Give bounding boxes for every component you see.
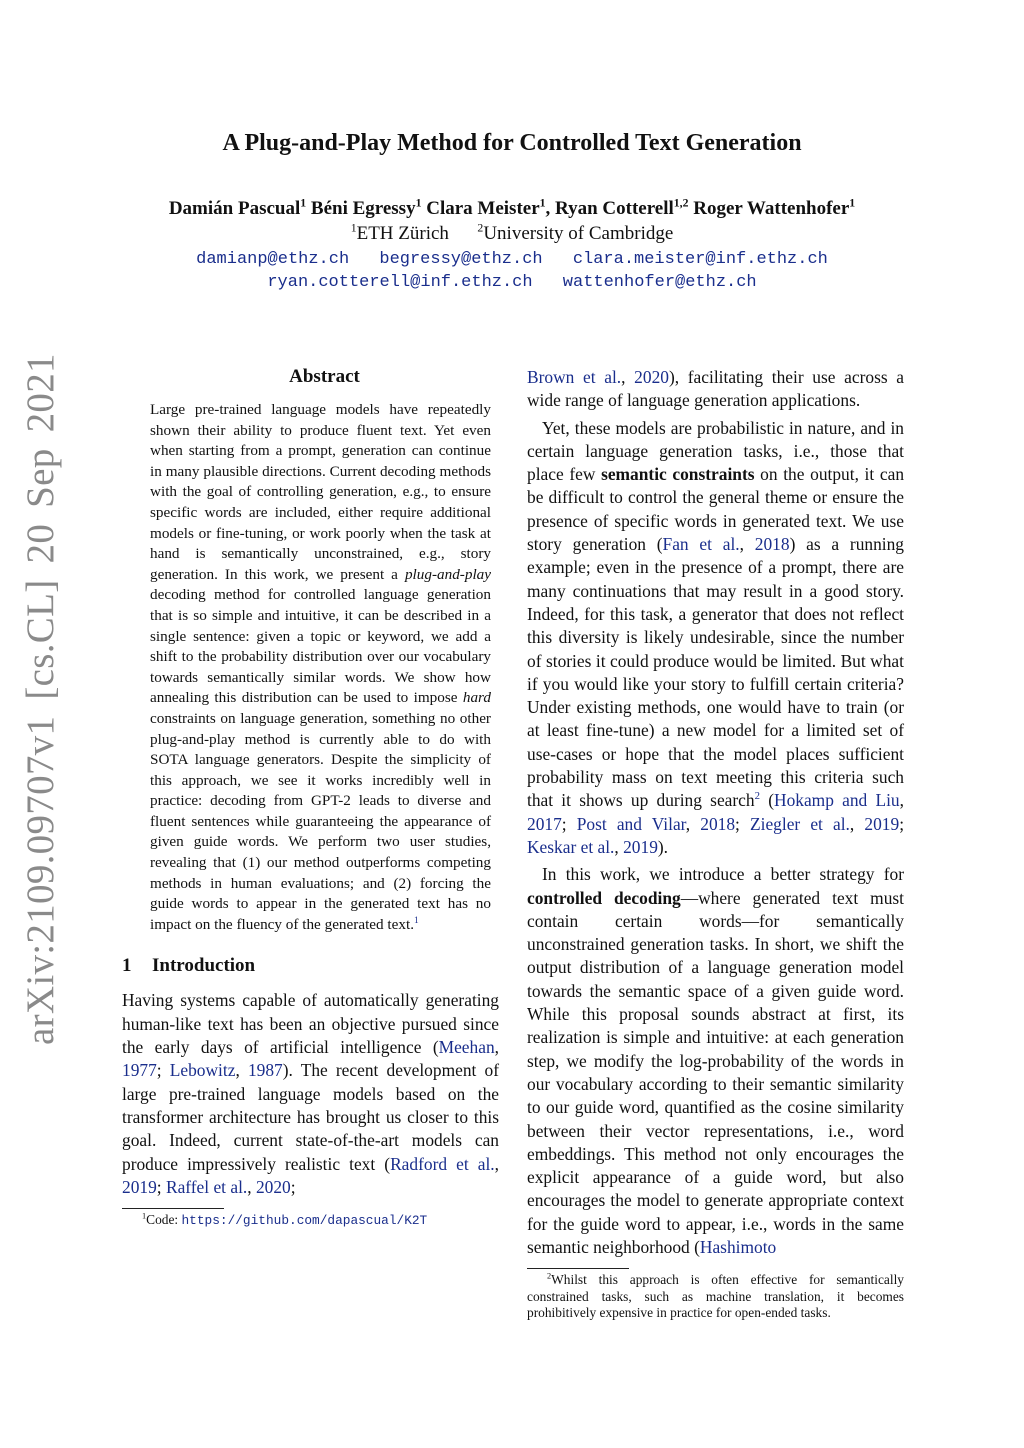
affiliation-name: University of Cambridge <box>483 223 674 244</box>
author-affiliation-mark: 1,2 <box>673 196 689 210</box>
section-heading: 1 Introduction <box>122 955 256 977</box>
citation-link[interactable]: Raffel et al. <box>165 1176 248 1197</box>
abstract-heading: Abstract <box>289 366 360 387</box>
citation-link[interactable]: 2017 <box>527 813 562 834</box>
email-link[interactable]: begressy@ethz.ch <box>379 250 543 269</box>
citation-link[interactable]: Hashimoto <box>699 1236 777 1257</box>
author-affiliation-mark: 1 <box>539 196 546 210</box>
affiliation-mark: 2 <box>477 221 484 235</box>
citation-link[interactable]: Keskar et al. <box>527 836 615 857</box>
author-name: Damián Pascual <box>168 198 301 219</box>
intro-paragraph: Yet, these models are probabilistic in nature, and in certain language generation tasks, i.e., those that place few semantic constraints on the output, it can be difficult to control the general theme or ensure the presence of specific words in generated text. We use story generation (Fan et al., 2018) as a running example; even in the presence of a prompt, there are many continuations that may result in a good story. Indeed, for this task, a generator that does not reflect this diversity is likely undesirable, since the number of stories it could produce would be limited. But what if you would like your story to fulfill certain criteria? Under existing methods, one would have to train (or at least fine-tune) a new model for a limited set of use-cases or hope that the model places sufficient probability mass on text meeting this criteria such that it shows up during search$^2$ (Hokamp and Liu, 2017; Post and Vilar, 2018; Ziegler et al., 2019; Keskar et al., 2019). <box>527 417 905 857</box>
citation-link[interactable]: Hokamp and Liu <box>774 790 900 811</box>
author-name: Roger Wattenhofer <box>693 198 850 219</box>
email-link[interactable]: ryan.cotterell@inf.ethz.ch <box>267 273 533 292</box>
affiliations <box>0 223 1024 245</box>
arxiv-identifier: arXiv:2109.09707v1 [cs.CL] 20 Sep 2021 <box>19 353 62 1045</box>
abstract-body: Large pre-trained language models have repeatedly shown their ability to produce fluent text. Yet even when starting from a prompt, generation can continue in many plausible directions. Current decoding methods with the goal of controlling generation, e.g., to ensure specific words are included, either require additional models or fine-tuning, or work poorly when the task at hand is semantically unconstrained, e.g., story generation. In this work, we present a plug-and-play decoding method for controlled language generation that is so simple and intuitive, it can be described in a single sentence: given a topic or keyword, we add a shift to the probability distribution over our vocabulary towards semantically similar words. We show how annealing this distribution can be used to impose hard constraints on language generation, something no other plug-and-play method is currently able to do with SOTA language generators. Despite the simplicity of this approach, we see it works incredibly well in practice: decoding from GPT-2 leads to diverse and fluent sentences while guaranteeing the appearance of given guide words. We perform two user studies, revealing that (1) our method outperforms competing methods in human evaluations; and (2) forcing the guide words to appear in the generated text has no impact on the fluency of the generated text.$^1$ <box>150 401 491 933</box>
intro-paragraph: Brown et al., 2020), facilitating their use across a wide range of language generation applications. <box>527 367 905 411</box>
email-line <box>0 273 1024 292</box>
intro-paragraph: In this work, we introduce a better strategy for controlled decoding—where generated text must contain certain words—for semantically unconstrained generation tasks. In short, we shift the output distribution of a language generation model towards the semantic space of a given guide word. While this proposal sounds abstract at first, its realization is simple and intuitive: at each generation step, we modify the log-probability of the words in our vocabulary according to their semantic similarity to our guide word, quantified as the cosine similarity between their vector representations, i.e., word embeddings. This method not only encourages the explicit appearance of a guide word, but also encourages the model to generate appropriate context for the guide word to appear, i.e., words in the same semantic neighborhood (Hashimoto <box>527 864 904 1257</box>
paper-title: A Plug-and-Play Method for Controlled Text Generation <box>222 130 802 156</box>
footnote-mark[interactable]: 2 <box>754 790 760 803</box>
left-column <box>122 366 499 1230</box>
author-name: Clara Meister <box>426 198 540 219</box>
citation-link[interactable]: Ziegler et al. <box>750 813 850 834</box>
email-link[interactable]: wattenhofer@ethz.ch <box>562 273 757 292</box>
author-affiliation-mark: 1 <box>415 196 422 210</box>
intro-paragraph: Having systems capable of automatically generating human-like text has been an objective pursued since the early days of artificial intelligence (Meehan, 1977; Lebowitz, 1987). The recent development of large pre-trained language models based on the transformer architecture has brought us closer to this goal. Indeed, current state-of-the-art models can produce impressively realistic text (Radford et al., 2019; Raffel et al., 2020; <box>122 990 499 1197</box>
citation-link[interactable]: Fan et al. <box>662 534 740 555</box>
footnote-divider <box>527 1268 629 1269</box>
citation-link[interactable]: 2019 <box>623 836 658 857</box>
right-column <box>527 366 904 1322</box>
citation-link[interactable]: 2019 <box>864 813 900 834</box>
author-name: Béni Egressy <box>310 198 416 219</box>
citation-link[interactable]: Lebowitz <box>169 1060 236 1081</box>
citation-link[interactable]: 1987 <box>247 1060 283 1081</box>
citation-link[interactable]: Radford et al. <box>390 1153 495 1174</box>
email-link[interactable]: damianp@ethz.ch <box>196 250 350 269</box>
citation-link[interactable]: 2020 <box>255 1176 291 1197</box>
footnote-mark[interactable]: 1 <box>414 915 419 926</box>
citation-link[interactable]: Brown et al. <box>527 367 622 387</box>
citation-link[interactable]: 2018 <box>700 813 736 834</box>
author-affiliation-mark: 1 <box>849 196 856 210</box>
email-link[interactable]: clara.meister@inf.ethz.ch <box>572 250 828 269</box>
email-line <box>0 250 1024 269</box>
footnote-divider <box>122 1208 224 1209</box>
footnote: $^2$Whilst this approach is often effective for semantically constrained tasks, such as machine translation, it becomes prohibitively expensive in practice for open-ended tasks. <box>527 1271 904 1321</box>
citation-link[interactable]: 1977 <box>122 1060 157 1081</box>
citation-link[interactable]: 2019 <box>122 1176 157 1197</box>
citation-link[interactable]: Post and Vilar <box>576 813 686 834</box>
affiliation-mark: 1 <box>350 221 357 235</box>
code-url-link[interactable]: https://github.com/dapascual/K2T <box>181 1213 428 1229</box>
author-name: Ryan Cotterell <box>555 198 674 219</box>
citation-link[interactable]: 2020 <box>634 367 669 387</box>
citation-link[interactable]: 2018 <box>754 534 790 555</box>
author-affiliation-mark: 1 <box>300 196 307 210</box>
citation-link[interactable]: Meehan <box>438 1037 495 1058</box>
author-list: Damián Pascual$^1$ Béni Egressy$^1$ Clara Meister$^1$, Ryan Cotterell$^{1,2}$ Roger Wattenhofer$^1$ <box>168 196 856 219</box>
affiliation-name: ETH Zürich <box>356 223 449 244</box>
footnote: $^1$Code: https://github.com/dapascual/K2T <box>142 1211 428 1229</box>
